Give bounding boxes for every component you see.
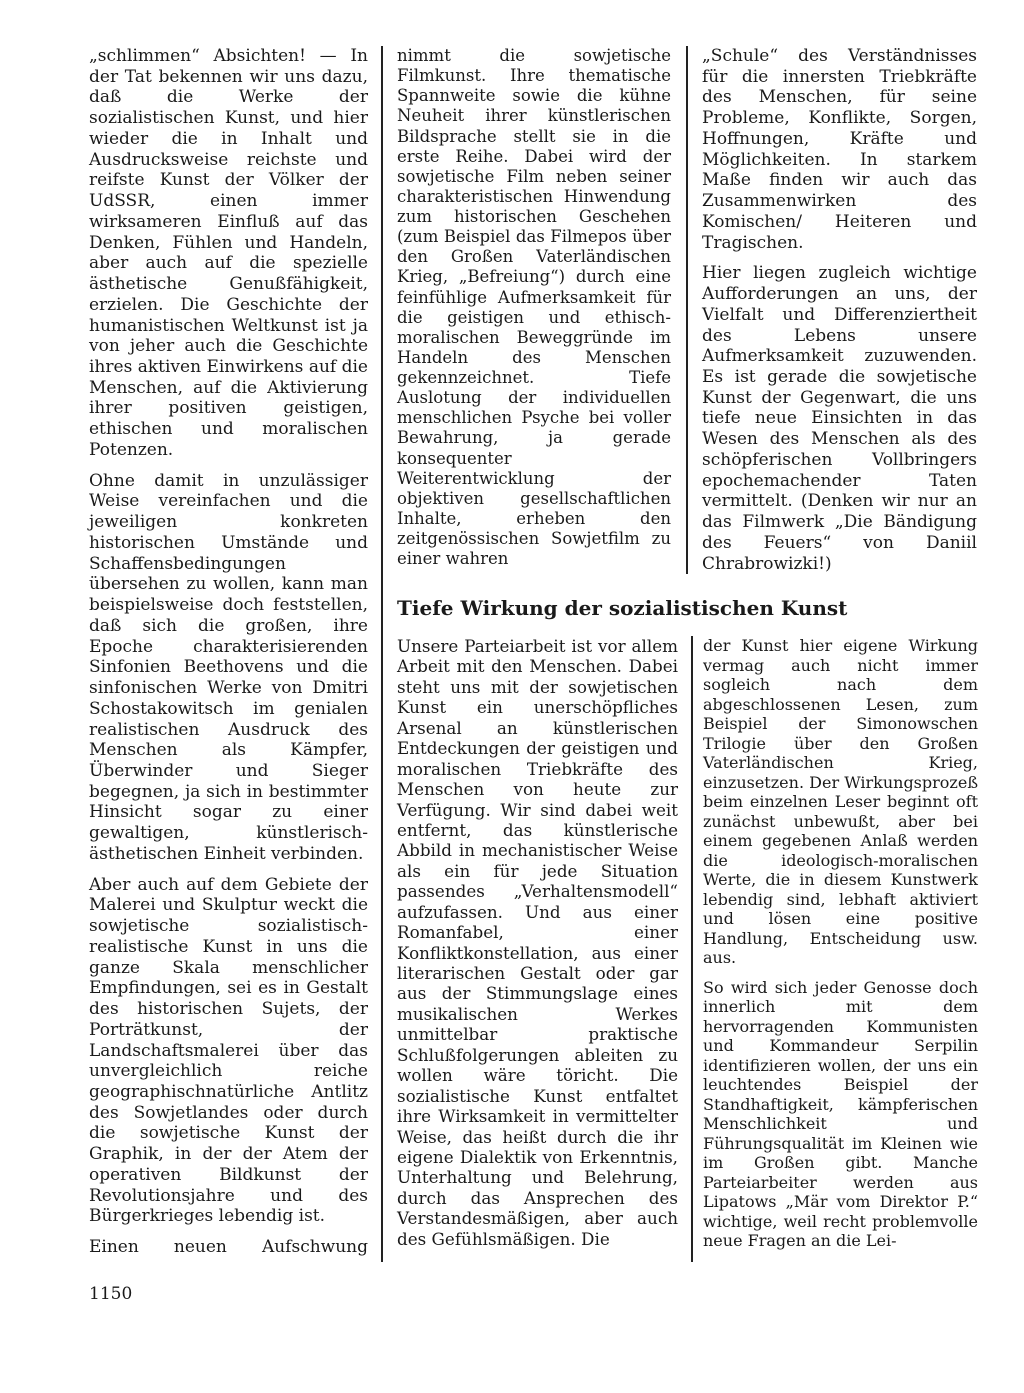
paragraph: „Schule“ des Verständnisses für die innersten Triebkräfte des Menschen, für seine Probleme, Konflikte, Sorgen, Hoffnungen, Kräfte und Möglichkeiten. In starkem Maße finden wir auch das Zusammenwirken des Komischen/ Heiteren und Tragischen. xyxy=(702,46,977,253)
paragraph: Aber auch auf dem Gebiete der Malerei und Skulptur weckt die sowjetische sozialistisch-realistische Kunst in uns die ganze Skala menschlicher Empfindungen, sei es in Gestalt des historischen Sujets, der Porträtkunst, der Landschaftsmalerei über das unvergleichlich reiche geographischnatürliche Antlitz des Sowjetlandes oder durch die sowjetische Kunst der Graphik, in der der Atem der operativen Bildkunst der Revolutionsjahre und des Bürgerkrieges lebendig ist. xyxy=(89,874,368,1227)
column-rule xyxy=(686,46,688,574)
column-right-top xyxy=(702,46,977,574)
paragraph: „schlimmen“ Absichten! — In der Tat bekennen wir uns dazu, daß die Werke der sozialistischen Kunst, und hier wieder die in Inhalt und Ausdrucksweise reichste und reifste Kunst der Völker der UdSSR, einen immer wirksameren Einfluß auf das Denken, Fühlen und Handeln, aber auch auf die spezielle ästhetische Genußfähigkeit, erzielen. Die Geschichte der humanistischen Weltkunst ist ja von jeher auch die Geschichte ihres aktiven Einwirkens auf die Menschen, auf die Aktivierung ihrer positiven geistigen, ethischen und moralischen Potenzen. xyxy=(89,46,368,460)
page-number: 1150 xyxy=(89,1284,133,1304)
section-heading: Tiefe Wirkung der sozialistischen Kunst xyxy=(397,596,848,620)
column-middle-bottom xyxy=(397,636,678,1249)
paragraph: Ohne damit in unzulässiger Weise vereinfachen und die jeweiligen konkreten historischen Umstände und Schaffensbedingungen übersehen zu wollen, kann man beispielsweise doch feststellen, daß sich die großen, ihre Epoche charakterisierenden Sinfonien Beethovens und die sinfonischen Werke von Dmitri Schostakowitsch im genialen realistischen Ausdruck des Menschen als Kämpfer, Überwinder und Sieger begegnen, ja sich in bestimmter Hinsicht sogar zu einer gewaltigen, künstlerisch-ästhetischen Einheit verbinden. xyxy=(89,470,368,864)
paragraph: Unsere Parteiarbeit ist vor allem Arbeit mit den Menschen. Dabei steht uns mit der sowjetischen Kunst ein unerschöpfliches Arsenal an künstlerischen Entdeckungen der geistigen und moralischen Triebkräfte des Menschen von heute zur Verfügung. Wir sind dabei weit entfernt, das künstlerische Abbild in mechanistischer Weise als ein für jede Situation passendes „Verhaltensmodell“ aufzufassen. Und aus einer Romanfabel, einer Konfliktkonstellation, aus einer literarischen Gestalt oder gar aus der Stimmungslage eines musikalischen Werkes unmittelbar praktische Schlußfolgerungen ableiten zu wollen wäre töricht. Die sozialistische Kunst entfaltet ihre Wirksamkeit in vermittelter Weise, das heißt durch die ihr eigene Dialektik von Erkenntnis, Unterhaltung und Belehrung, durch das Ansprechen des Verstandesmäßigen, aber auch des Gefühlsmäßigen. Die xyxy=(397,636,678,1249)
column-rule xyxy=(381,46,383,1262)
column-left xyxy=(89,46,368,1258)
column-middle-top xyxy=(397,46,671,569)
paragraph: Einen neuen Aufschwung xyxy=(89,1237,368,1258)
paragraph: Hier liegen zugleich wichtige Aufforderungen an uns, der Vielfalt und Differenziertheit des Lebens unsere Aufmerksamkeit zuzuwenden. Es ist gerade die sowjetische Kunst der Gegenwart, die uns tiefe neue Einsichten in das Wesen des Menschen als des schöpferischen Vollbringers epochemachender Taten vermittelt. (Denken wir nur an das Filmwerk „Die Bändigung des Feuers“ von Daniil Chrabrowizki!) xyxy=(702,263,977,574)
column-right-bottom xyxy=(703,636,978,1251)
paragraph: der Kunst hier eigene Wirkung vermag auch nicht immer sogleich nach dem abgeschlossenen Lesen, zum Beispiel der Simonowschen Trilogie über den Großen Vaterländischen Krieg, einzusetzen. Der Wirkungsprozeß beim einzelnen Leser beginnt oft zunächst unbewußt, aber bei einem gegebenen Anlaß werden die ideologisch-moralischen Werte, die in diesem Kunstwerk lebendig sind, lebhaft aktiviert und lösen eine positive Handlung, Entscheidung usw. aus. xyxy=(703,636,978,968)
paragraph: nimmt die sowjetische Filmkunst. Ihre thematische Spannweite sowie die kühne Neuheit ihrer künstlerischen Bildsprache stellt sie in die erste Reihe. Dabei wird der sowjetische Film neben seiner charakteristischen Hinwendung zum historischen Geschehen (zum Beispiel das Filmepos über den Großen Vaterländischen Krieg, „Befreiung“) durch eine feinfühlige Aufmerksamkeit für die geistigen und ethisch-moralischen Beweggründe im Handeln des Menschen gekennzeichnet. Tiefe Auslotung der individuellen menschlichen Psyche bei voller Bewahrung, ja gerade konsequenter Weiterentwicklung der objektiven gesellschaftlichen Inhalte, erheben den zeitgenössischen Sowjetfilm zu einer wahren xyxy=(397,46,671,569)
paragraph: So wird sich jeder Genosse doch innerlich mit dem hervorragenden Kommunisten und Kommandeur Serpilin identifizieren wollen, der uns ein leuchtendes Beispiel der Standhaftigkeit, kämpferischen Menschlichkeit und Führungsqualität im Kleinen wie im Großen gibt. Manche Parteiarbeiter werden aus Lipatows „Mär vom Direktor P.“ wichtige, weil recht problemvolle neue Fragen an die Lei- xyxy=(703,977,978,1251)
column-rule xyxy=(691,636,693,1262)
